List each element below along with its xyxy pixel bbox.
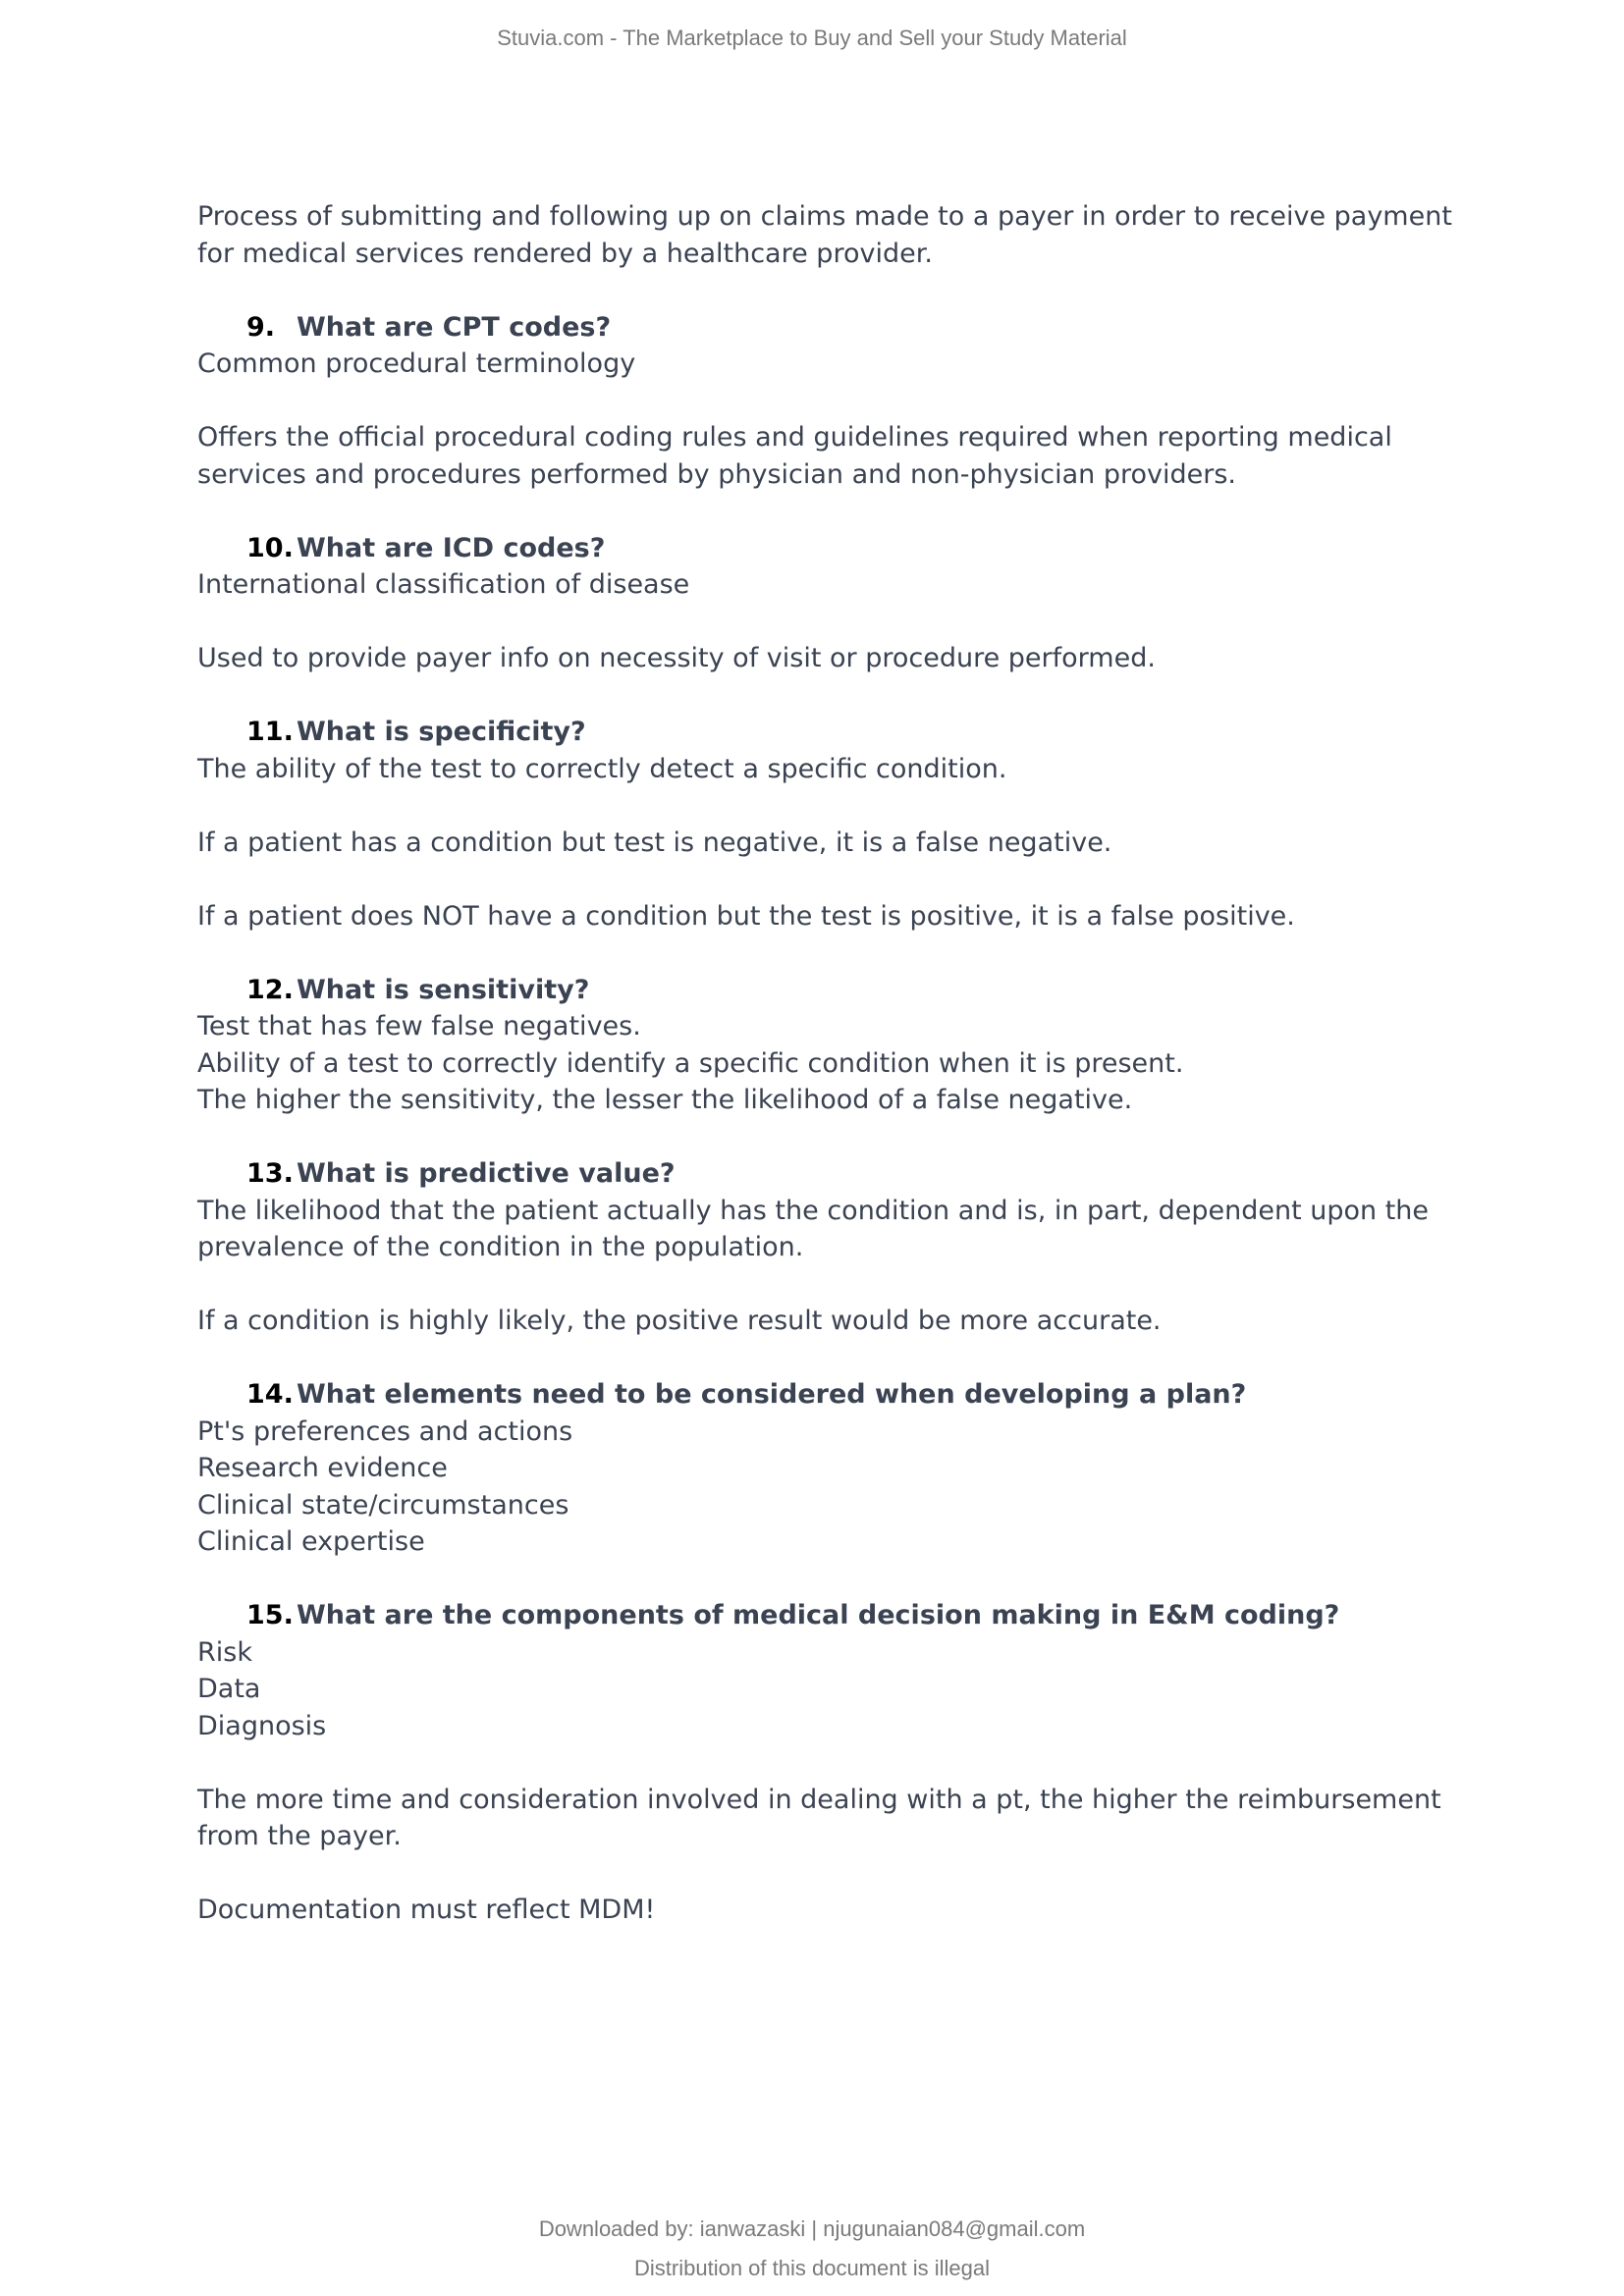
question-10 — [197, 530, 1493, 567]
spacer — [197, 787, 1493, 825]
question-11 — [197, 714, 1493, 751]
spacer — [197, 1561, 1493, 1598]
answer-9-line-1: Common procedural terminology — [197, 348, 636, 379]
question-text: What are the components of medical decision making in E&M coding? — [297, 1600, 1340, 1630]
answer-15-line-1: The more time and consideration involved in dealing with a pt, the higher the reimbursement from the payer. — [197, 1784, 1441, 1851]
spacer — [197, 383, 1493, 420]
spacer — [197, 861, 1493, 898]
list-item: Pt's preferences and actions — [197, 1415, 573, 1447]
list-item: Clinical state/circumstances — [197, 1489, 569, 1521]
spacer — [197, 1119, 1493, 1156]
answer-10-line-2: Used to provide payer info on necessity of visit or procedure performed. — [197, 643, 1156, 673]
question-text: What are ICD codes? — [297, 532, 606, 563]
spacer — [197, 493, 1493, 530]
answer-13-line-1: The likelihood that the patient actually has the condition and is, in part, dependent upon the prevalence of the condition in the population. — [197, 1195, 1430, 1262]
question-number: 9. — [246, 311, 276, 343]
answer-11-line-3: If a patient does NOT have a condition but the test is positive, it is a false positive. — [197, 900, 1295, 932]
list-item: Research evidence — [197, 1453, 448, 1483]
answer-15-line-2: Documentation must reflect MDM! — [197, 1895, 656, 1925]
question-text: What is sensitivity? — [297, 974, 590, 1005]
intro-paragraph: Process of submitting and following up on claims made to a payer in order to receive payment for medical services rendered by a healthcare provider. — [197, 201, 1452, 269]
document-body — [197, 198, 1493, 1929]
answer-11-line-1: The ability of the test to correctly detect a specific condition. — [197, 753, 1007, 784]
answer-10-line-1: International classification of disease — [197, 569, 690, 600]
question-9 — [197, 309, 1493, 347]
spacer — [197, 1266, 1493, 1304]
list-item: Data — [197, 1674, 261, 1704]
spacer — [197, 934, 1493, 972]
question-15 — [197, 1597, 1493, 1634]
question-text: What is predictive value? — [297, 1158, 676, 1189]
spacer — [197, 1340, 1493, 1377]
question-text: What elements need to be considered when developing a plan? — [297, 1379, 1247, 1410]
question-number: 10. — [246, 532, 294, 563]
spacer — [197, 1744, 1493, 1782]
page-header: Stuvia.com - The Marketplace to Buy and Sell your Study Material — [497, 26, 1127, 50]
answer-12-line-2: Ability of a test to correctly identify a specific condition when it is present. — [197, 1047, 1184, 1079]
spacer — [197, 1855, 1493, 1893]
question-text: What are CPT codes? — [297, 311, 612, 343]
question-14 — [197, 1376, 1493, 1414]
spacer — [197, 272, 1493, 309]
spacer — [197, 604, 1493, 641]
question-13 — [197, 1155, 1493, 1193]
answer-12-line-1: Test that has few false negatives. — [197, 1011, 641, 1041]
distribution-notice: Distribution of this document is illegal — [634, 2256, 990, 2280]
list-item: Clinical expertise — [197, 1526, 425, 1557]
question-number: 11. — [246, 717, 294, 747]
question-number: 12. — [246, 974, 294, 1005]
list-item: Risk — [197, 1636, 252, 1668]
answer-12-line-3: The higher the sensitivity, the lesser the likelihood of a false negative. — [197, 1085, 1133, 1115]
question-number: 13. — [246, 1158, 294, 1189]
question-number: 15. — [246, 1600, 294, 1630]
question-number: 14. — [246, 1379, 294, 1410]
answer-9-line-2: Offers the official procedural coding rules and guidelines required when reporting medical services and procedures performed by physician and non-physician providers. — [197, 422, 1392, 490]
answer-13-line-2: If a condition is highly likely, the positive result would be more accurate. — [197, 1306, 1162, 1336]
answer-11-line-2: If a patient has a condition but test is negative, it is a false negative. — [197, 827, 1112, 858]
question-12 — [197, 972, 1493, 1009]
list-item: Diagnosis — [197, 1710, 327, 1741]
spacer — [197, 677, 1493, 715]
question-text: What is specificity? — [297, 717, 586, 747]
download-info: Downloaded by: ianwazaski | njugunaian084@gmail.com — [538, 2216, 1086, 2241]
